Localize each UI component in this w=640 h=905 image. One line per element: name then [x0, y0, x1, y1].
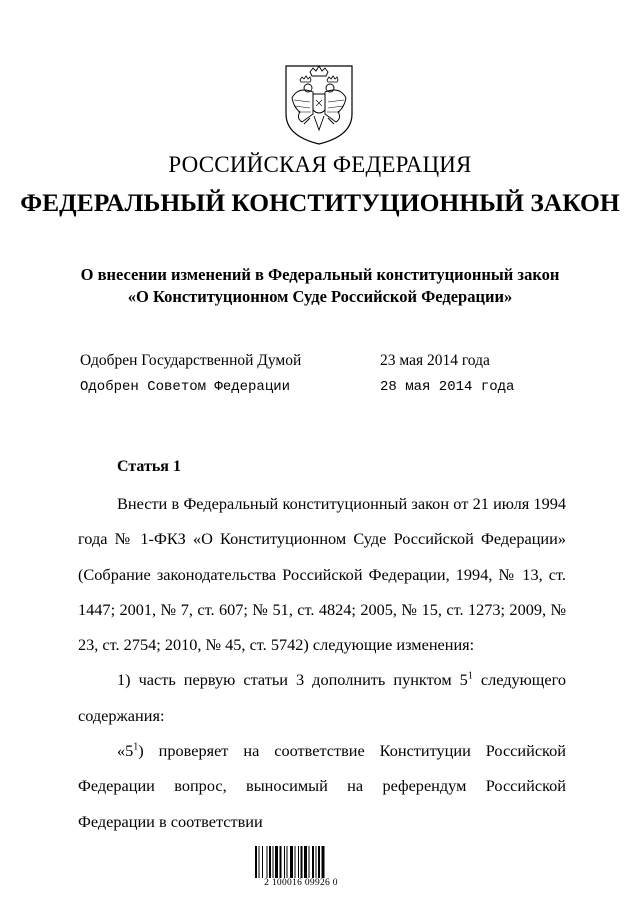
approval-row-council: [80, 379, 550, 406]
paragraph-1: Внести в Федеральный конституционный закон от 21 июля 1994 года № 1-ФКЗ «О Конституционном Суде Российской Федерации» (Собрание законодательства Российской Федерации, 1994, № 13, ст. 1447; 2001, № 7, ст. 607; № 51, ст. 4824; 2005, № 15, ст. 1273; 2009, № 23, ст. 2754; 2010, № 45, ст. 5742) следующие изменения:: [78, 494, 566, 655]
subject-line-2: «О Конституционном Суде Российской Федерации»: [127, 287, 513, 306]
article-body: [78, 486, 566, 839]
subject-line-1: О внесении изменений в Федеральный конституционный закон: [80, 265, 560, 284]
article-title: Статья 1: [117, 458, 181, 475]
superscript: 1: [467, 671, 473, 683]
superscript: 1: [133, 741, 139, 753]
paragraph-3: «$5^1$) проверяет на соответствие Конституции Российской Федерации вопрос, выносимый на референдум Российской Федерации в соответствии: [78, 741, 566, 831]
approval-date: 23 мая 2014 года: [380, 352, 490, 369]
approval-body: Одобрен Государственной Думой: [80, 352, 302, 369]
approval-body: Одобрен Советом Федерации: [80, 379, 291, 395]
barcode-icon: [253, 842, 349, 878]
coat-of-arms-icon: [280, 56, 358, 146]
document-stamp: [253, 832, 349, 892]
law-subject: [0, 264, 640, 308]
paragraph-2: 1) часть первую статьи 3 дополнить пунктом $5^1$ следующего содержания:: [78, 670, 566, 725]
approvals-block: [80, 352, 550, 406]
approval-date: 28 мая 2014 года: [380, 379, 515, 395]
law-type-heading: ФЕДЕРАЛЬНЫЙ КОНСТИТУЦИОННЫЙ ЗАКОН: [20, 188, 620, 217]
country-heading: РОССИЙСКАЯ ФЕДЕРАЦИЯ: [168, 152, 472, 177]
barcode-number: 2 100016 09926 0: [264, 878, 338, 888]
approval-row-duma: [80, 352, 550, 379]
